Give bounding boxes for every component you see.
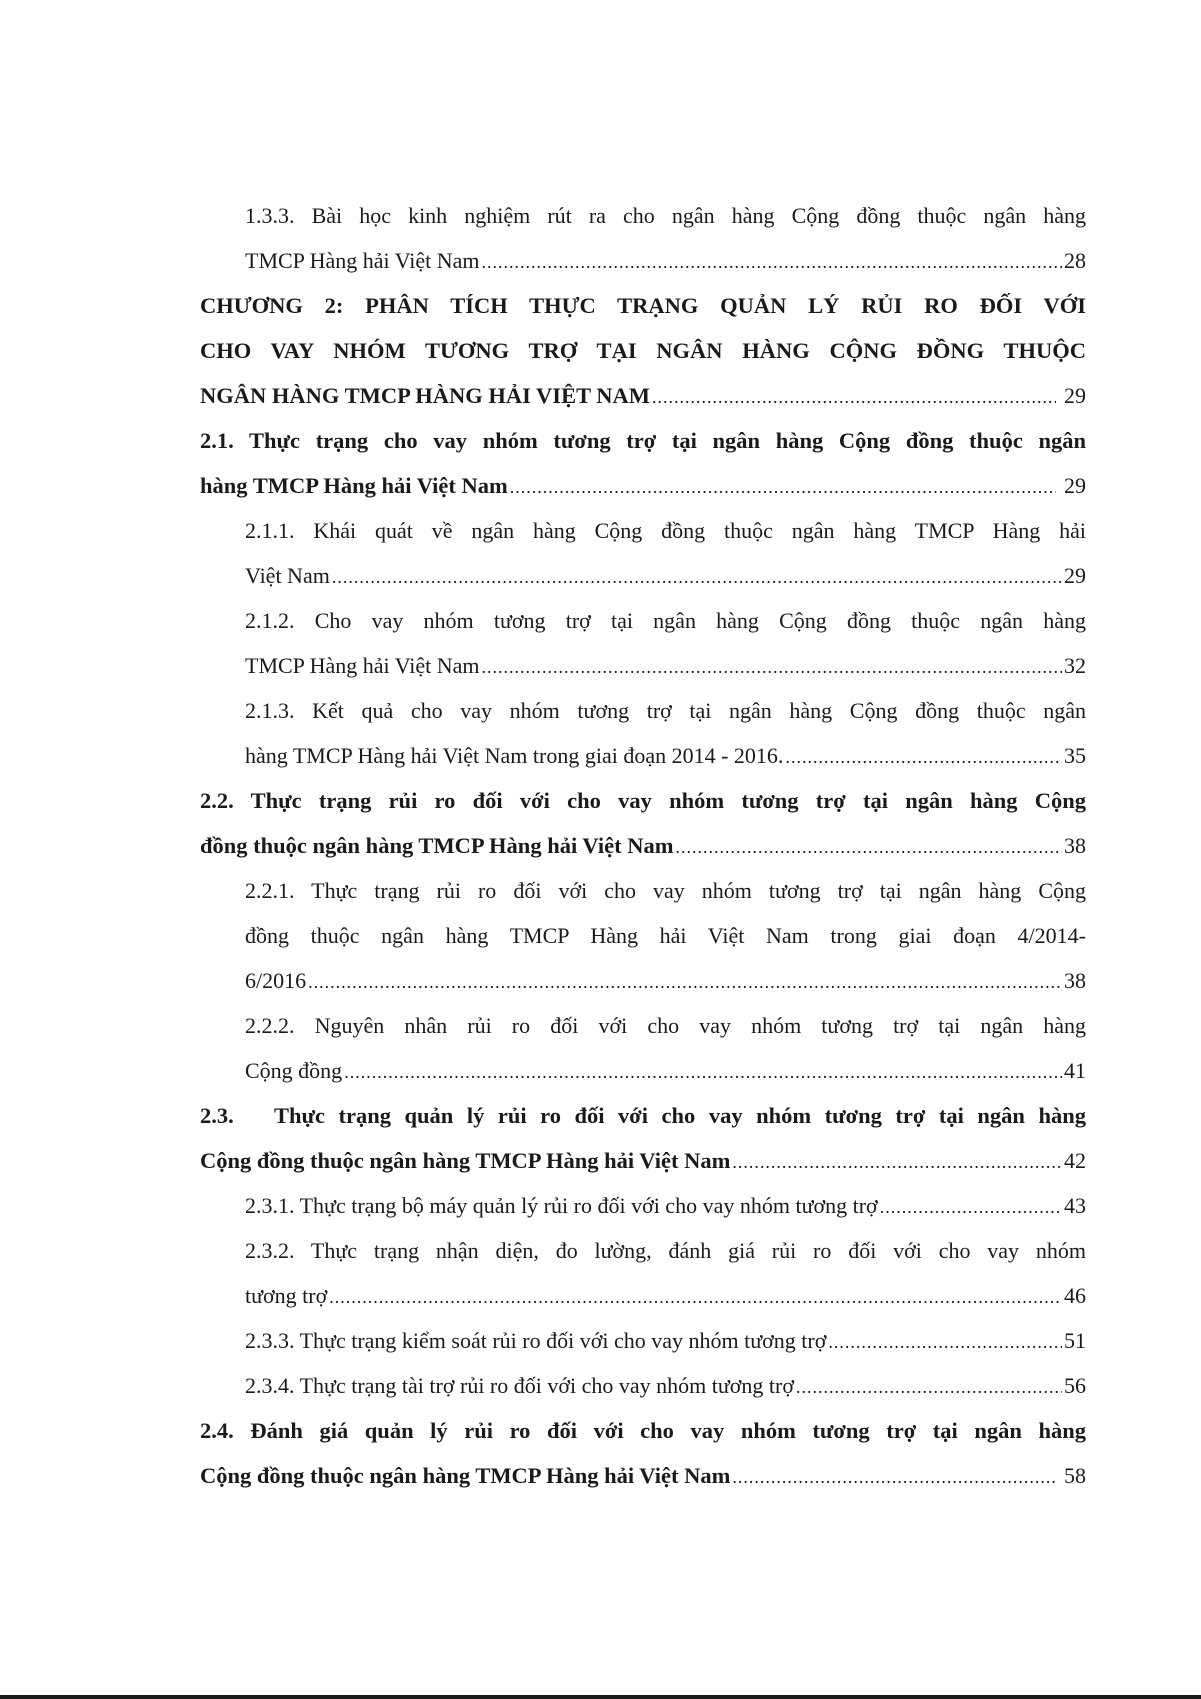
dot-leader	[675, 825, 1062, 868]
toc-entry-text: Việt Nam	[245, 563, 330, 588]
toc-entry-2-3-3	[200, 1318, 1086, 1363]
dot-leader	[880, 1185, 1062, 1228]
page-bottom-edge	[0, 1695, 1201, 1699]
toc-entry-2-1-1-line-2	[200, 553, 1086, 598]
toc-entry-2-1-2-line-1: 2.1.2. Cho vay nhóm tương trợ tại ngân hàng Cộng đồng thuộc ngân hàng	[245, 608, 1086, 633]
toc-entry-2-2-2-line-1: 2.2.2. Nguyên nhân rủi ro đối với cho vay nhóm tương trợ tại ngân hàng	[245, 1013, 1086, 1038]
toc-entry-text: 6/2016	[245, 968, 307, 993]
toc-entry-2-1-2-line-2	[200, 643, 1086, 688]
table-of-contents	[200, 193, 1086, 1498]
dot-leader	[732, 1140, 1062, 1183]
toc-entry-2-3-2-line-2	[200, 1273, 1086, 1318]
page-number: 38	[1064, 968, 1086, 993]
toc-entry-text: TMCP Hàng hải Việt Nam	[245, 653, 480, 678]
toc-entry-2-2-1-line-2: đồng thuộc ngân hàng TMCP Hàng hải Việt Nam trong giai đoạn 4/2014-	[245, 923, 1086, 948]
page-number: 46	[1064, 1283, 1086, 1308]
page-number: 43	[1064, 1193, 1086, 1218]
dot-leader	[482, 645, 1062, 688]
toc-entry-text: Cộng đồng	[245, 1058, 343, 1083]
toc-entry-2-3-4	[200, 1363, 1086, 1408]
toc-entry-2-2-2-line-2	[200, 1048, 1086, 1093]
toc-section-2-4-line-2	[200, 1453, 1086, 1498]
dot-leader	[344, 1050, 1062, 1093]
toc-entry-text: hàng TMCP Hàng hải Việt Nam trong giai đoạn 2014 - 2016.	[245, 743, 784, 768]
dot-leader	[652, 375, 1056, 418]
dot-leader	[785, 735, 1062, 778]
toc-section-2-1-line-1: 2.1. Thực trạng cho vay nhóm tương trợ tại ngân hàng Cộng đồng thuộc ngân	[200, 428, 1086, 453]
toc-entry-text: Cộng đồng thuộc ngân hàng TMCP Hàng hải Việt Nam	[200, 1463, 731, 1488]
toc-entry-text: hàng TMCP Hàng hải Việt Nam	[200, 473, 508, 498]
dot-leader	[329, 1275, 1062, 1318]
chapter-2-title-line-3	[200, 373, 1086, 418]
page-number: 32	[1064, 653, 1086, 678]
toc-entry-2-2-1-line-3	[200, 958, 1086, 1003]
page-number: 35	[1064, 743, 1086, 768]
dot-leader	[732, 1455, 1056, 1498]
page-number: 29	[1064, 563, 1086, 588]
toc-section-2-3-line-2	[200, 1138, 1086, 1183]
page-number: 41	[1064, 1058, 1086, 1083]
dot-leader	[510, 465, 1056, 508]
toc-section-2-2-line-2	[200, 823, 1086, 868]
dot-leader	[332, 555, 1062, 598]
toc-entry-2-1-3-line-1: 2.1.3. Kết quả cho vay nhóm tương trợ tại ngân hàng Cộng đồng thuộc ngân	[245, 698, 1086, 723]
toc-entry-2-2-1-line-1: 2.2.1. Thực trạng rủi ro đối với cho vay nhóm tương trợ tại ngân hàng Cộng	[245, 878, 1086, 903]
page-number: 29	[1064, 383, 1086, 408]
toc-entry-2-1-3-line-2	[200, 733, 1086, 778]
toc-section-2-3-line-1: 2.3. Thực trạng quản lý rủi ro đối với cho vay nhóm tương trợ tại ngân hàng	[200, 1103, 1086, 1128]
dot-leader	[308, 960, 1062, 1003]
page-number: 38	[1064, 833, 1086, 858]
page-number: 28	[1064, 248, 1086, 273]
toc-entry-text: đồng thuộc ngân hàng TMCP Hàng hải Việt Nam	[200, 833, 674, 858]
toc-section-2-1-line-2	[200, 463, 1086, 508]
toc-section-2-2-line-1: 2.2. Thực trạng rủi ro đối với cho vay nhóm tương trợ tại ngân hàng Cộng	[200, 788, 1086, 813]
toc-entry-text: NGÂN HÀNG TMCP HÀNG HẢI VIỆT NAM	[200, 383, 651, 408]
page-number: 56	[1064, 1373, 1086, 1398]
dot-leader	[828, 1320, 1062, 1363]
dot-leader	[482, 240, 1062, 283]
toc-entry-text: 2.3.3. Thực trạng kiểm soát rủi ro đối với cho vay nhóm tương trợ	[245, 1328, 827, 1353]
toc-entry-2-1-1-line-1: 2.1.1. Khái quát về ngân hàng Cộng đồng thuộc ngân hàng TMCP Hàng hải	[245, 518, 1086, 543]
page-number: 51	[1064, 1328, 1086, 1353]
toc-entry-text: tương trợ	[245, 1283, 328, 1308]
toc-section-2-4-line-1: 2.4. Đánh giá quản lý rủi ro đối với cho vay nhóm tương trợ tại ngân hàng	[200, 1418, 1086, 1443]
toc-entry-text: 2.3.1. Thực trạng bộ máy quản lý rủi ro đối với cho vay nhóm tương trợ	[245, 1193, 878, 1218]
toc-entry-text: TMCP Hàng hải Việt Nam	[245, 248, 480, 273]
dot-leader	[796, 1365, 1062, 1408]
page-number: 42	[1064, 1148, 1086, 1173]
chapter-2-title-line-1: CHƯƠNG 2: PHÂN TÍCH THỰC TRẠNG QUẢN LÝ RỦI RO ĐỐI VỚI	[200, 293, 1086, 318]
toc-entry-text: 2.3.4. Thực trạng tài trợ rủi ro đối với cho vay nhóm tương trợ	[245, 1373, 795, 1398]
toc-entry-1-3-3-line-2	[200, 238, 1086, 283]
toc-entry-1-3-3-line-1: 1.3.3. Bài học kinh nghiệm rút ra cho ngân hàng Cộng đồng thuộc ngân hàng	[245, 203, 1086, 228]
toc-entry-text: Cộng đồng thuộc ngân hàng TMCP Hàng hải Việt Nam	[200, 1148, 731, 1173]
page-number: 58	[1064, 1463, 1086, 1488]
page-number: 29	[1064, 473, 1086, 498]
toc-entry-2-3-2-line-1: 2.3.2. Thực trạng nhận diện, đo lường, đánh giá rủi ro đối với cho vay nhóm	[245, 1238, 1086, 1263]
toc-entry-2-3-1	[200, 1183, 1086, 1228]
chapter-2-title-line-2: CHO VAY NHÓM TƯƠNG TRỢ TẠI NGÂN HÀNG CỘNG ĐỒNG THUỘC	[200, 338, 1086, 363]
